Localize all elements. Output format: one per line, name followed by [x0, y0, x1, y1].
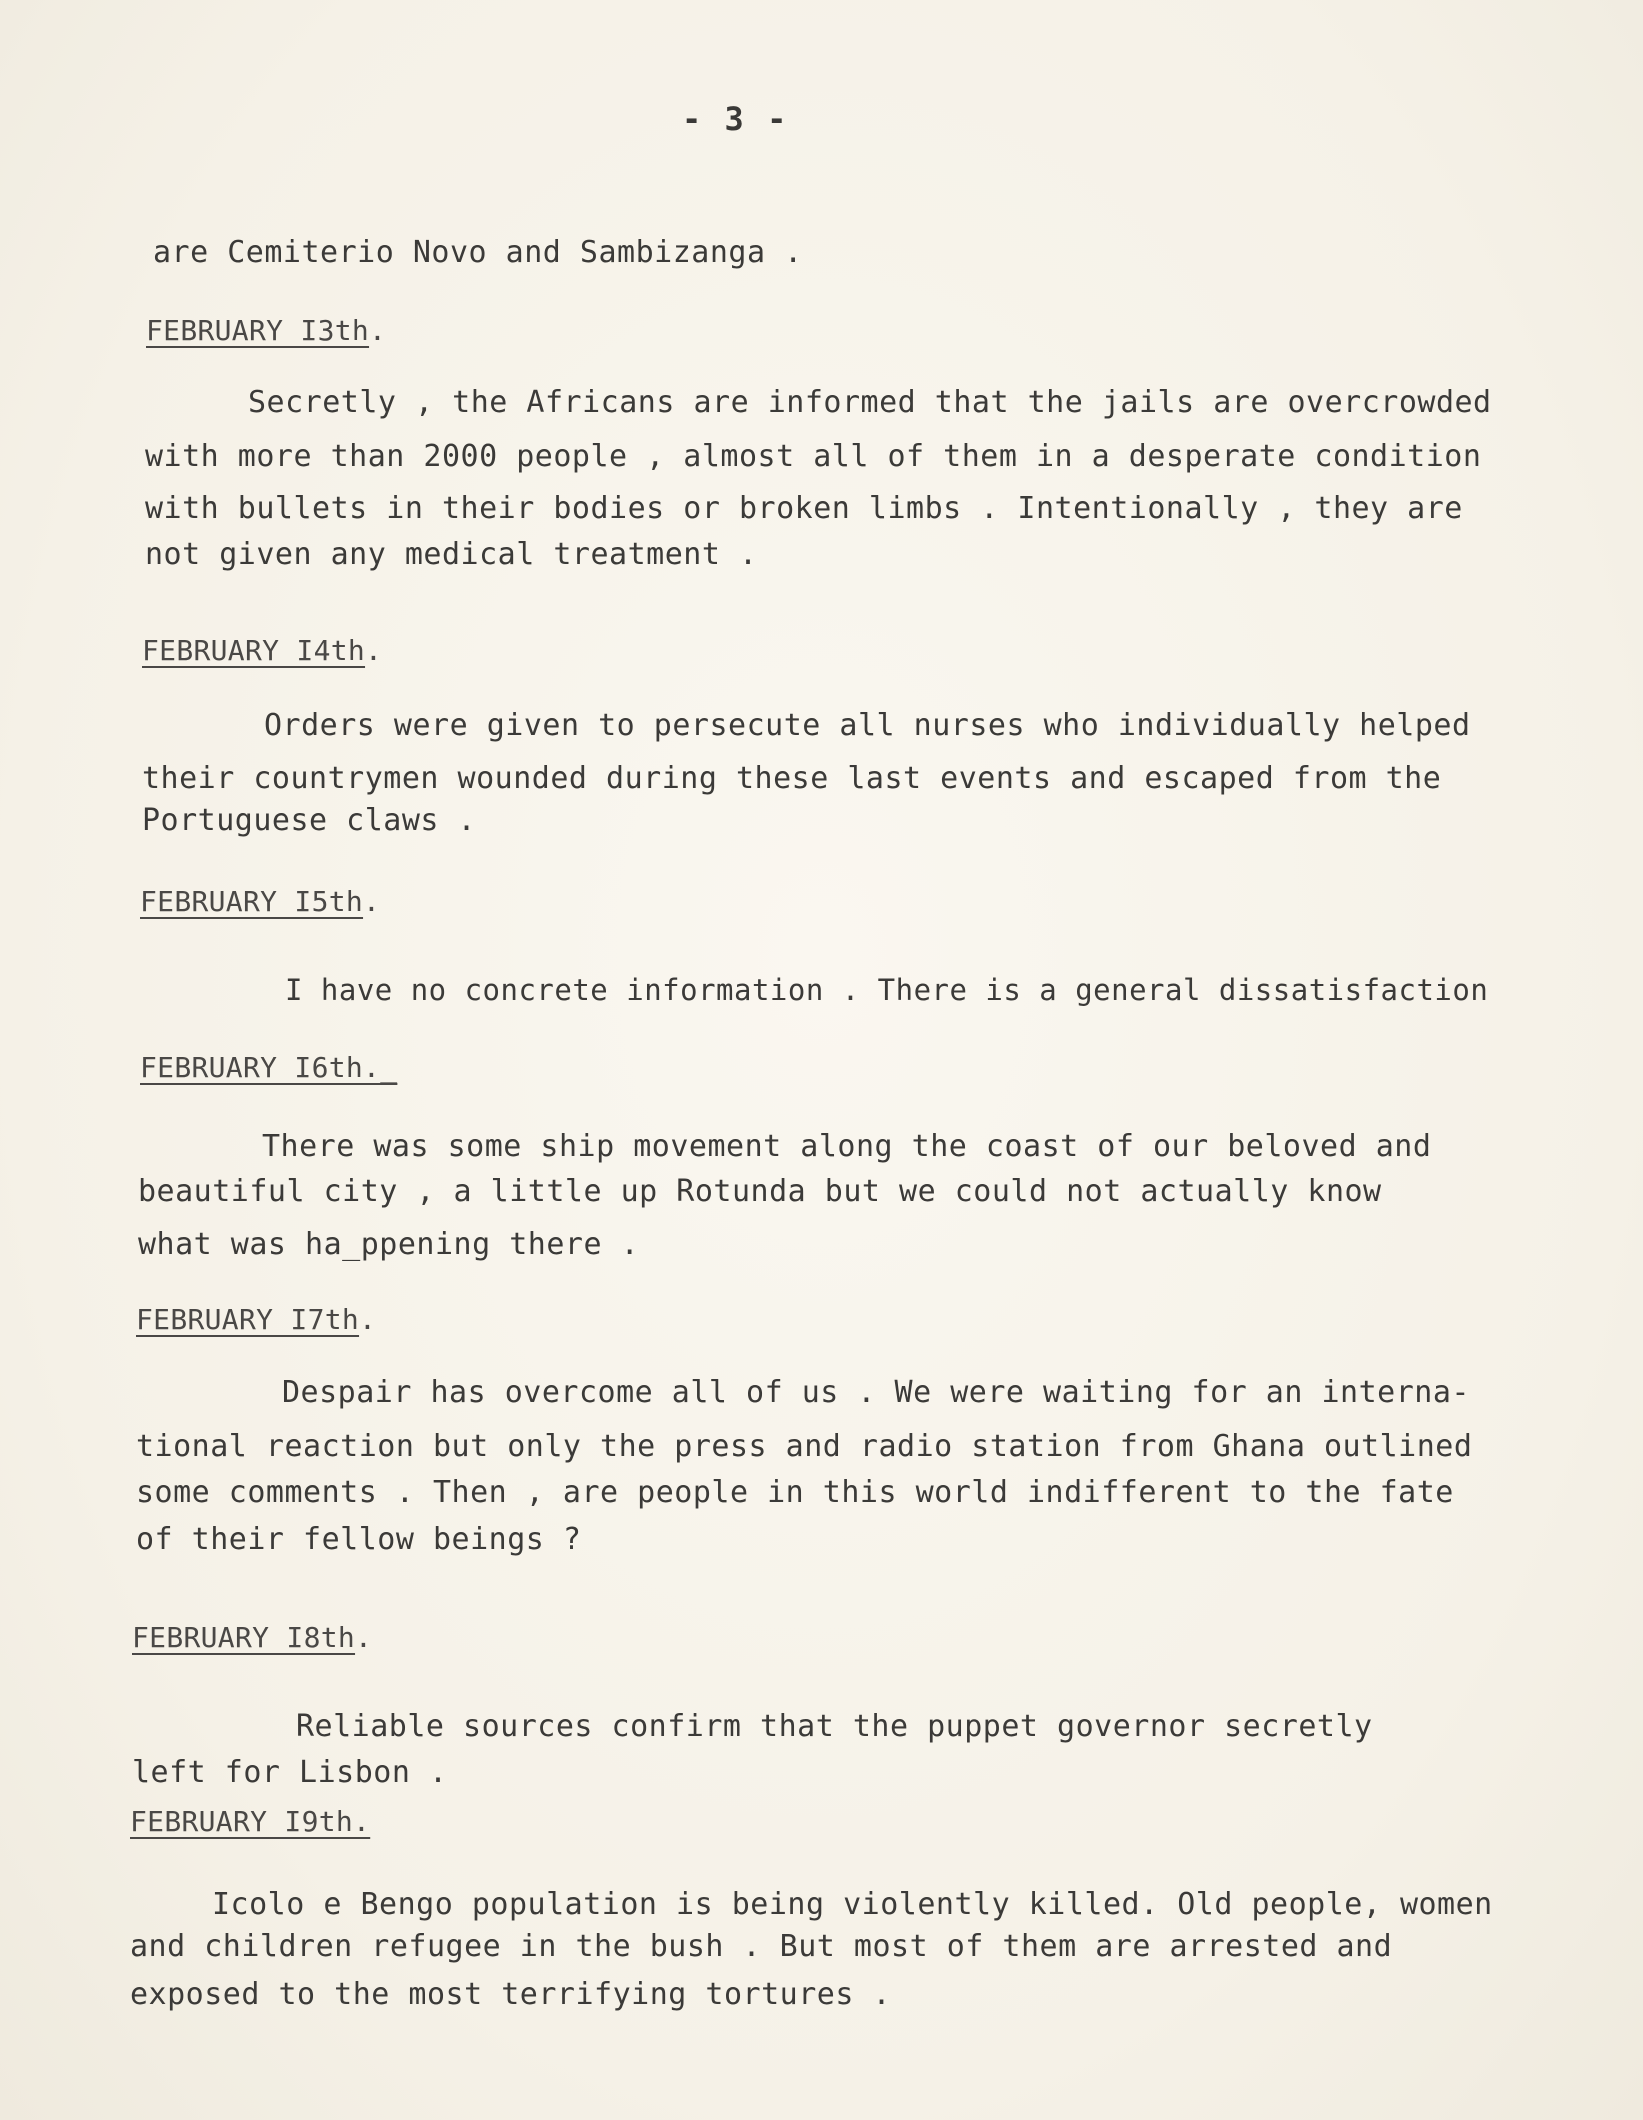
entry-heading — [146, 314, 387, 347]
entry-heading-date: FEBRUARY I9th. — [130, 1805, 371, 1838]
entry-heading-date: FEBRUARY I3th — [146, 314, 370, 347]
entry-text-line: with more than 2000 people , almost all of them in a desperate condition — [145, 439, 1482, 474]
entry-text-line: beautiful city , a little up Rotunda but we could not actually know — [138, 1174, 1382, 1209]
entry-heading-date: FEBRUARY I5th — [140, 885, 364, 918]
entry-text-line: Icolo e Bengo population is being violently killed. Old people, women — [212, 1887, 1493, 1922]
entry-heading-suffix: . — [359, 1303, 377, 1336]
entry-heading-suffix: . — [365, 634, 383, 667]
entry-heading — [140, 1051, 398, 1084]
entry-text-line: Orders were given to persecute all nurses who individually helped — [264, 708, 1471, 743]
entry-text-line: exposed to the most terrifying tortures . — [130, 1977, 892, 2012]
entry-text-line: not given any medical treatment . — [145, 537, 758, 572]
entry-heading-date: FEBRUARY I6th._ — [140, 1051, 398, 1084]
entry-text-line: what was ha_ppening there . — [138, 1227, 640, 1262]
entry-text-line: There was some ship movement along the coast of our beloved and — [262, 1129, 1432, 1164]
entry-text-line: with bullets in their bodies or broken limbs . Intentionally , they are — [145, 491, 1463, 526]
entry-text-line: Despair has overcome all of us . We were waiting for an interna- — [282, 1375, 1470, 1410]
entry-heading-suffix: . — [355, 1621, 373, 1654]
entry-text-line: tional reaction but only the press and radio station from Ghana outlined — [136, 1429, 1473, 1464]
entry-text-line: some comments . Then , are people in this world indifferent to the fate — [136, 1475, 1454, 1510]
entry-text-line: Secretly , the Africans are informed that the jails are overcrowded — [248, 385, 1492, 420]
entry-heading-date: FEBRUARY I7th — [136, 1303, 360, 1336]
entry-heading-date: FEBRUARY I4th — [142, 634, 366, 667]
entry-heading — [140, 885, 381, 918]
entry-heading — [142, 634, 383, 667]
entry-text-line: their countrymen wounded during these last events and escaped from the — [142, 761, 1442, 796]
entry-text-line: and children refugee in the bush . But most of them are arrested and — [130, 1929, 1393, 1964]
entry-heading-date: FEBRUARY I8th — [132, 1621, 356, 1654]
entry-heading — [130, 1805, 371, 1838]
entry-text-line: of their fellow beings ? — [136, 1522, 582, 1557]
entry-heading-suffix: . — [369, 314, 387, 347]
entry-heading — [136, 1303, 377, 1336]
intro-line: are Cemiterio Novo and Sambizanga . — [153, 235, 803, 270]
entry-heading-suffix: . — [363, 885, 381, 918]
page-number: - 3 - — [682, 100, 789, 138]
entry-text-line: Reliable sources confirm that the puppet governor secretly — [296, 1709, 1373, 1744]
entry-text-line: left for Lisbon . — [132, 1755, 448, 1790]
entry-text-line: I have no concrete information . There is a general dissatisfaction — [285, 973, 1489, 1007]
entry-heading — [132, 1621, 373, 1654]
entry-text-line: Portuguese claws . — [142, 803, 477, 838]
